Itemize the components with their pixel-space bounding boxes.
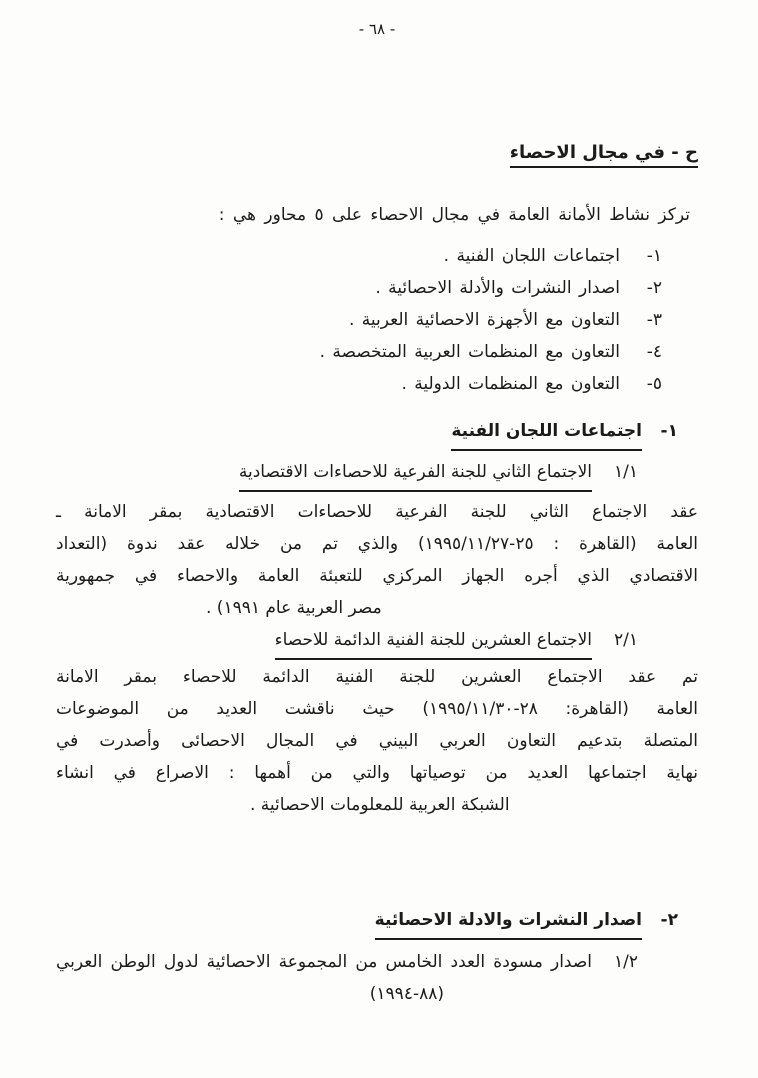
subsection-1-1-number: ١/١ [614,462,638,482]
subsection-1-1-body [56,496,698,624]
section-2-number: ٢- [660,910,678,930]
section-1-number: ١- [660,421,678,441]
list-item-number: ٤- [646,342,662,362]
paragraph-line: نهاية اجتماعها العديد من توصياتها والتي من أهمها : الاصراع في انشاء [56,763,698,783]
list-item-number: ٥- [646,374,662,394]
subsection-1-2-heading [56,625,698,660]
page-number: - ٦٨ - [358,20,396,38]
paragraph-line: تم عقد الاجتماع العشرين للجنة الفنية الدائمة للاحصاء بمقر الامانة [56,667,698,687]
subsection-1-2-body [56,661,698,821]
year-range-note: (٨٨-١٩٩٤) [369,984,444,1004]
paragraph-line: العامة (القاهرة : ٢٥-١٩٩٥/١١/٢٧) والذي تم من خلاله عقد ندوة (التعداد [56,534,698,554]
list-item-text: التعاون مع المنظمات العربية المتخصصة . [319,342,620,362]
list-item [56,240,698,272]
list-item [56,272,698,304]
main-heading [56,138,698,168]
list-item-text: اجتماعات اللجان الفنية . [443,246,620,266]
section-1-heading [56,416,698,451]
list-item [56,304,698,336]
list-item-text: اصدار النشرات والأدلة الاحصائية . [375,278,620,298]
paragraph-line: المتصلة بتدعيم التعاون العربي البيني في المجال الاحصائى وأصدرت في [56,731,698,751]
subsection-1-1-heading [56,457,698,492]
list-item-text: التعاون مع الأجهزة الاحصائية العربية . [348,310,620,330]
subsection-2-1-item [56,947,698,977]
subsection-2-1-number: ١/٢ [614,952,638,972]
subsection-1-1-title: الاجتماع الثاني للجنة الفرعية للاحصاءات الاقتصادية [239,457,592,492]
subsection-2-1-text: اصدار مسودة العدد الخامس من المجموعة الاحصائية لدول الوطن العربي [56,952,592,972]
paragraph-line: العامة (القاهرة: ٢٨-١٩٩٥/١١/٣٠) حيث ناقشت العديد من الموضوعات [56,699,698,719]
list-item-number: ٣- [646,310,662,330]
list-item [56,336,698,368]
list-item [56,368,698,400]
paragraph-line: الاقتصادي الذي أجره الجهاز المركزي للتعبئة العامة والاحصاء في جمهورية [56,566,698,586]
section-2-title: اصدار النشرات والادلة الاحصائية [375,905,642,940]
main-heading-text: ح - في مجال الاحصاء [510,142,698,168]
section-1-title: اجتماعات اللجان الفنية [451,416,642,451]
intro-paragraph: تركز نشاط الأمانة العامة في مجال الاحصاء على ٥ محاور هي : [218,205,690,225]
axes-list [56,240,698,400]
list-item-text: التعاون مع المنظمات الدولية . [401,374,620,394]
list-item-number: ٢- [646,278,662,298]
paragraph-line: مصر العربية عام ١٩٩١) . [206,598,382,618]
list-item-number: ١- [646,246,662,266]
section-2-heading [56,905,698,940]
paragraph-line: عقد الاجتماع الثاني للجنة الفرعية للاحصاءات الاقتصادية بمقر الامانة ـ [56,502,698,522]
subsection-1-2-title: الاجتماع العشرين للجنة الفنية الدائمة للاحصاء [275,625,592,660]
paragraph-line: الشبكة العربية للمعلومات الاحصائية . [250,795,510,815]
subsection-1-2-number: ٢/١ [614,630,638,650]
